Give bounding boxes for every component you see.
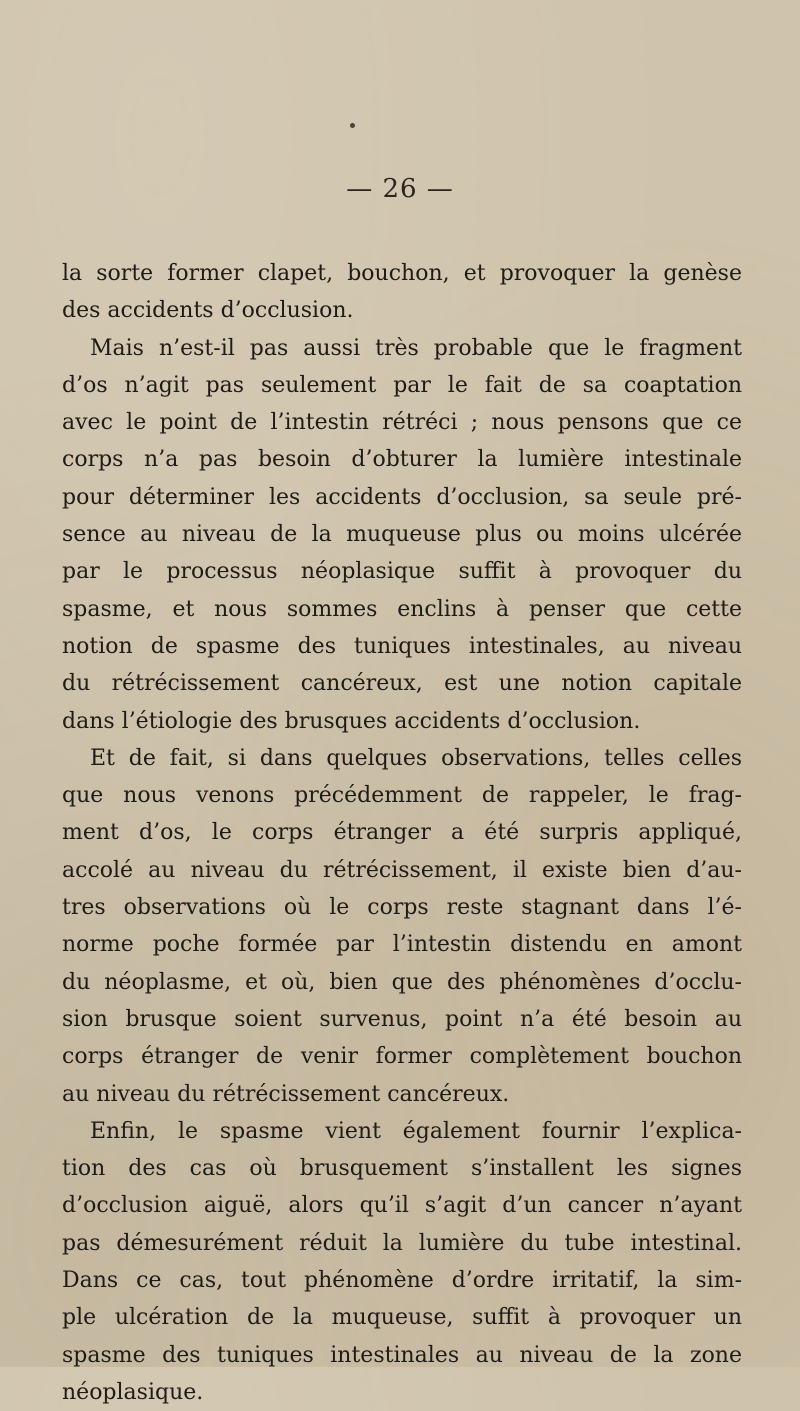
text-line: la sorte former clapet, bouchon, et provoquer la genèse — [62, 261, 742, 286]
text-line: par le processus néoplasique suffit à provoquer du — [62, 559, 742, 585]
text-line: Enfin, le spasme vient également fournir l’explica- — [90, 1118, 742, 1144]
text-line: corps n’a pas besoin d’obturer la lumière intestinale — [62, 447, 742, 473]
text-line: néoplasique. — [62, 1379, 204, 1405]
text-line: tres observations où le corps reste stagnant dans l’é- — [62, 895, 742, 921]
text-line: ple ulcération de la muqueuse, suffit à provoquer un — [62, 1305, 742, 1331]
body-text — [62, 255, 742, 1411]
text-line: pour déterminer les accidents d’occlusion, sa seule pré- — [62, 484, 742, 510]
text-line: au niveau du rétrécissement cancéreux. — [62, 1081, 510, 1107]
text-line: pas démesurément réduit la lumière du tube intestinal. — [62, 1230, 742, 1256]
page-number: — 26 — — [346, 174, 454, 204]
text-line: corps étranger de venir former complètement bouchon — [62, 1044, 742, 1070]
text-line: que nous venons précédemment de rappeler, le frag- — [62, 783, 742, 809]
text-line: Dans ce cas, tout phénomène d’ordre irritatif, la sim- — [62, 1268, 742, 1294]
text-line: du rétrécissement cancéreux, est une notion capitale — [62, 671, 742, 697]
text-line: des accidents d’occlusion. — [62, 298, 354, 324]
text-line: norme poche formée par l’intestin distendu en amont — [62, 932, 742, 958]
text-line: sion brusque soient survenus, point n’a été besoin au — [62, 1006, 742, 1032]
text-line: ment d’os, le corps étranger a été surpris appliqué, — [62, 820, 742, 846]
text-line: spasme, et nous sommes enclins à penser que cette — [62, 596, 742, 622]
text-line: notion de spasme des tuniques intestinales, au niveau — [62, 633, 742, 659]
text-line: sence au niveau de la muqueuse plus ou moins ulcérée — [62, 522, 742, 548]
ink-speck — [350, 123, 355, 128]
text-line: tion des cas où brusquement s’installent les signes — [62, 1156, 742, 1182]
text-line: Et de fait, si dans quelques observations, telles celles — [90, 745, 742, 771]
text-line: Mais n’est-il pas aussi très probable que le fragment — [90, 335, 742, 361]
text-line: avec le point de l’intestin rétréci ; nous pensons que ce — [62, 410, 742, 436]
text-line: dans l’étiologie des brusques accidents d’occlusion. — [62, 708, 641, 734]
text-line: du néoplasme, et où, bien que des phénomènes d’occlu- — [62, 969, 742, 995]
text-line: d’os n’agit pas seulement par le fait de sa coaptation — [62, 372, 742, 398]
text-line: spasme des tuniques intestinales au niveau de la zone — [62, 1342, 742, 1368]
text-line: accolé au niveau du rétrécissement, il existe bien d’au- — [62, 857, 742, 883]
text-line: d’occlusion aiguë, alors qu’il s’agit d’un cancer n’ayant — [62, 1193, 742, 1219]
